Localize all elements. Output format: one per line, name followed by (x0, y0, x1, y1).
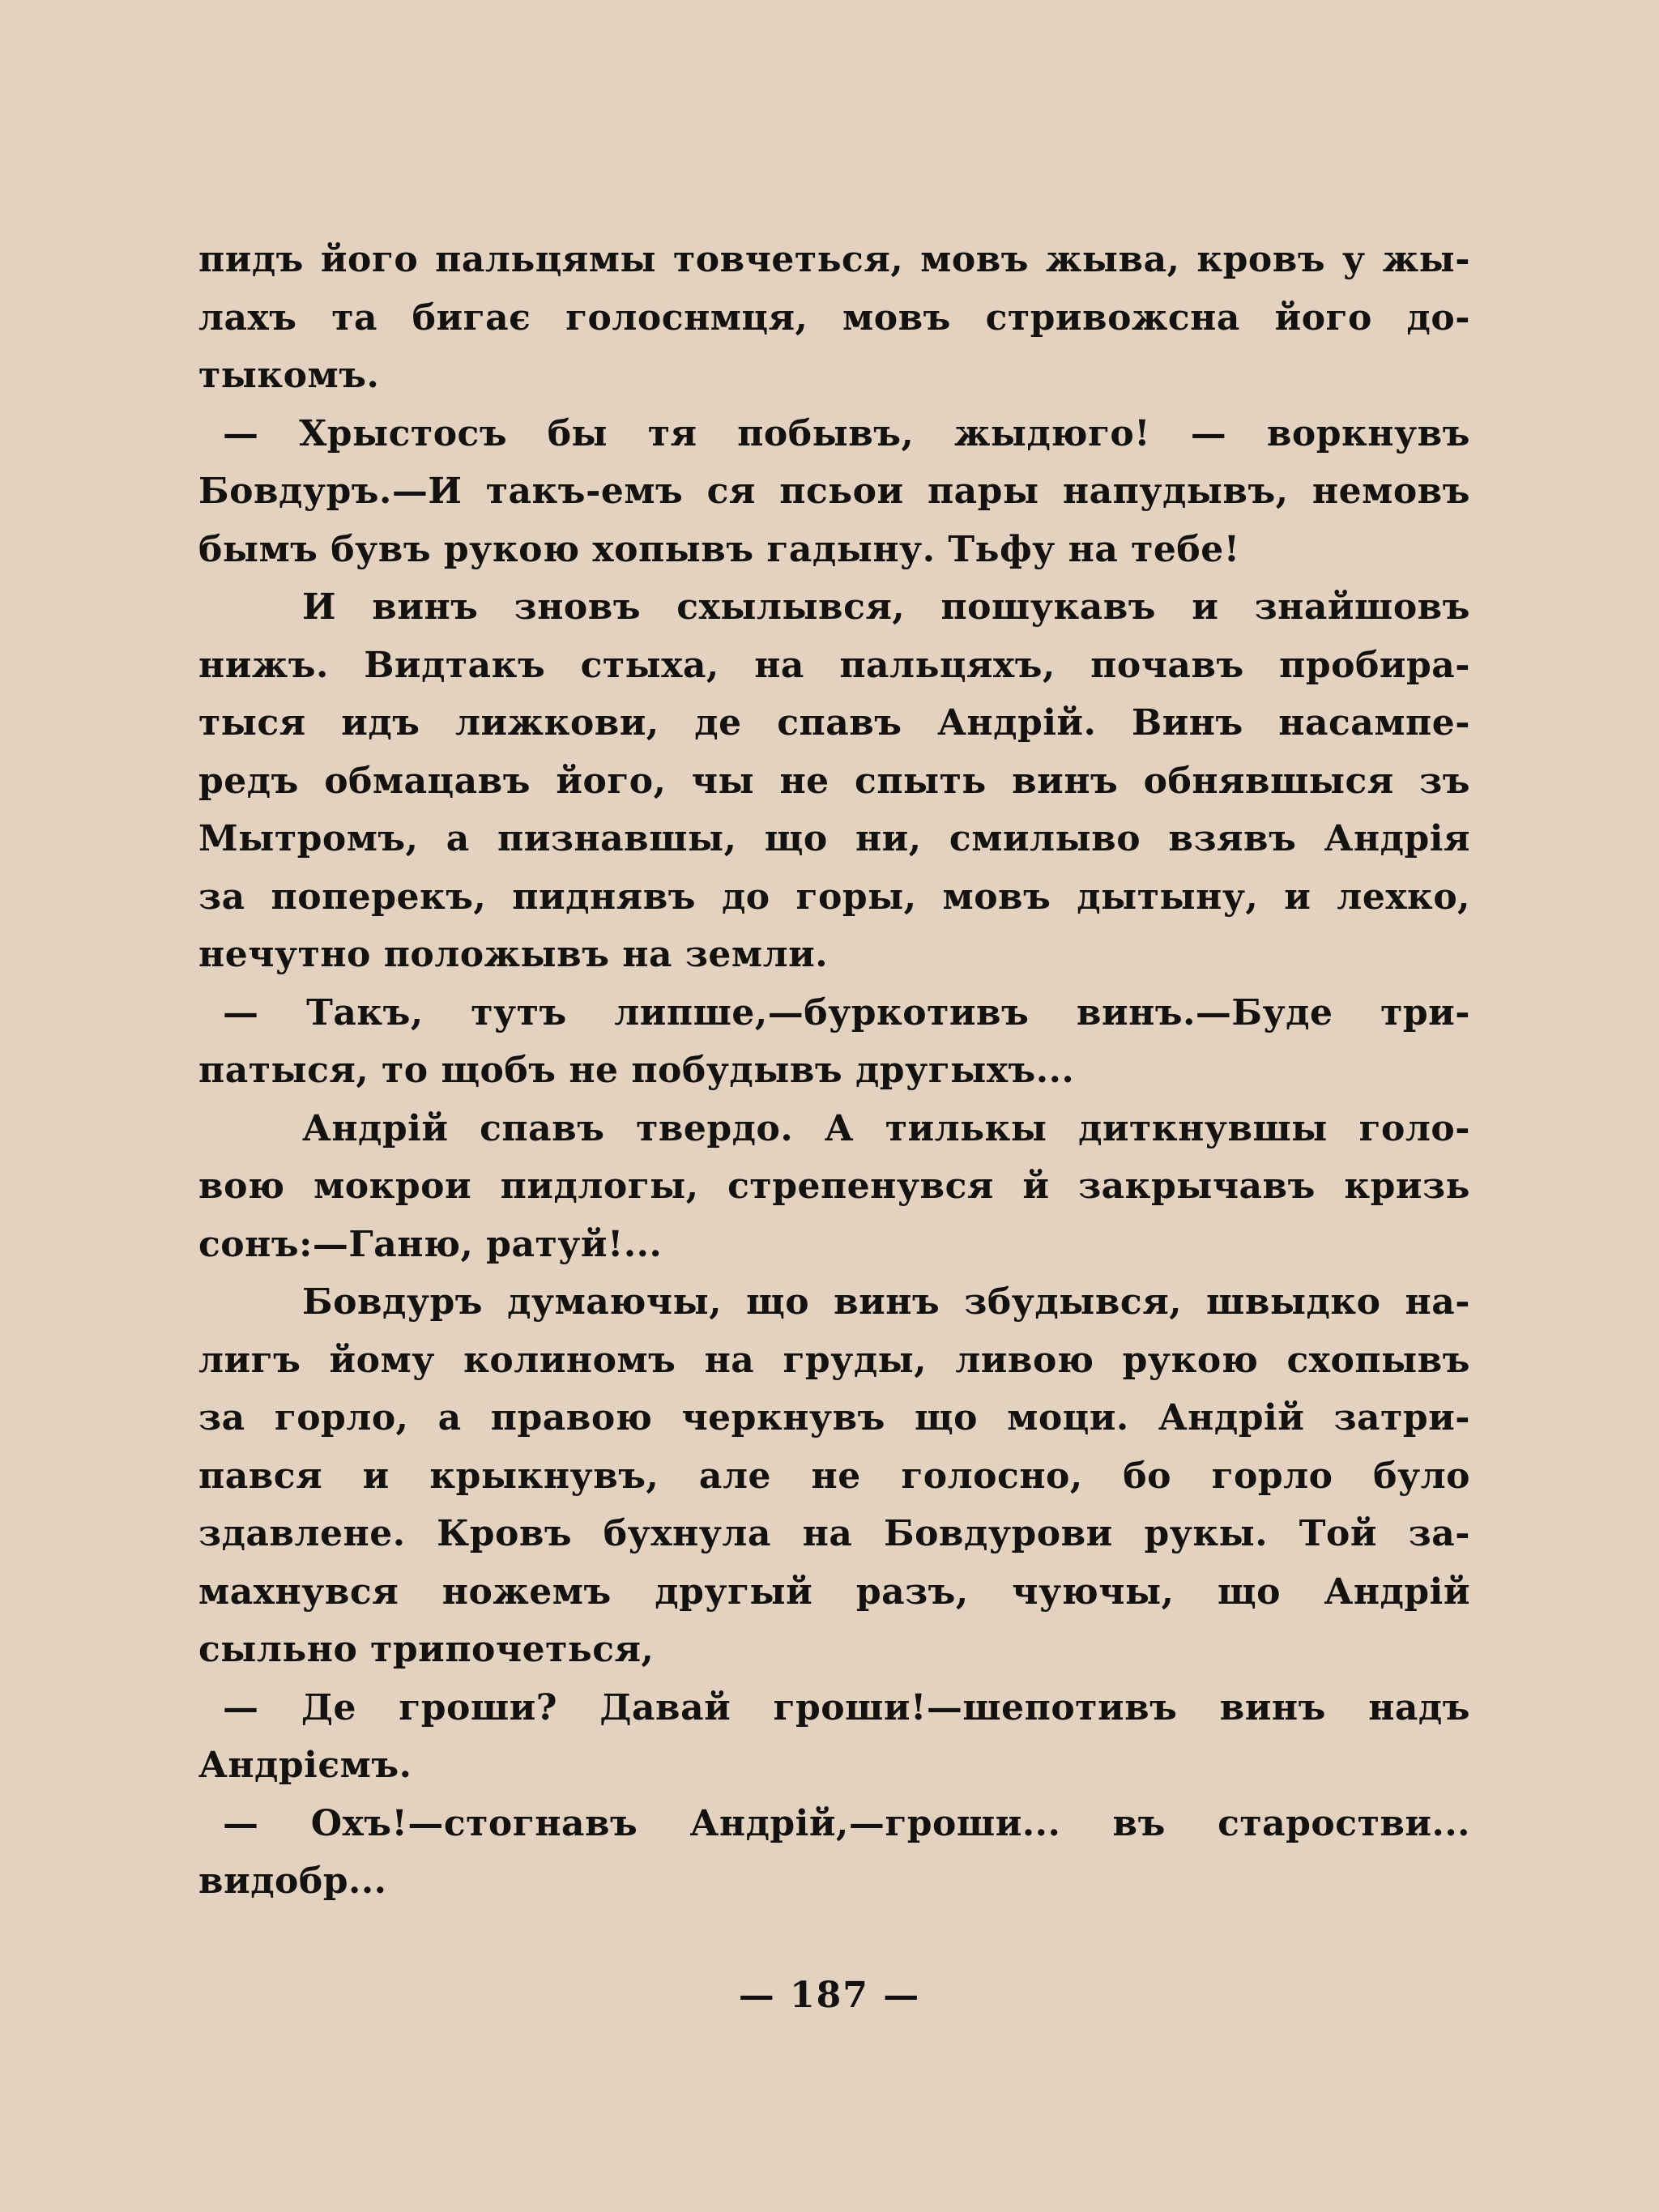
text-line: — Такъ, тутъ липше,—буркотивъ винъ.—Буде три- (223, 991, 1470, 1034)
text-line: пидъ його пальцямы товчеться, мовъ жыва, кровъ у жы- (198, 239, 1470, 280)
text-line: нижъ. Видтакъ стыха, на пальцяхъ, почавъ пробира- (198, 644, 1470, 686)
text-line: — Охъ!—стогнавъ Андрій,—гроши... въ старостви... (223, 1802, 1470, 1844)
text-line: — Хрыстосъ бы тя побывъ, жыдюго! — воркнувъ (223, 412, 1470, 454)
text-line: редъ обмацавъ його, чы не спыть винъ обнявшыся зъ (198, 760, 1470, 802)
text-line: Мытромъ, а пизнавшы, що ни, смилыво взявъ Андрія (198, 818, 1470, 859)
text-line: Бовдуръ.—И такъ-емъ ся псьои пары напудывъ, немовъ (198, 471, 1470, 512)
text-line: махнувся ножемъ другый разъ, чуючы, що Андрій (198, 1571, 1470, 1613)
text-line: тыкомъ. (198, 355, 380, 396)
text-line: Андріємъ. (198, 1745, 412, 1786)
text-line: И винъ зновъ схылывся, пошукавъ и знайшовъ (302, 586, 1470, 628)
text-line: тыся идъ лижкови, де спавъ Андрій. Винъ насампе- (198, 702, 1470, 744)
body-text (198, 239, 1470, 1919)
text-line: сыльно трипочеться, (198, 1629, 655, 1670)
text-line: пався и крыкнувъ, але не голосно, бо горло було (198, 1455, 1470, 1497)
text-line: вою мокрои пидлогы, стрепенувся й закрычавъ кризь (198, 1166, 1470, 1207)
text-line: за поперекъ, пиднявъ до горы, мовъ дытыну, и лехко, (198, 876, 1470, 918)
page-number: — 187 — (738, 1975, 921, 2016)
text-line: — Де гроши? Давай гроши!—шепотивъ винъ надъ (223, 1686, 1470, 1728)
text-line: лахъ та бигає голоснмця, мовъ стривожсна його до- (198, 296, 1470, 339)
text-line: бымъ бувъ рукою хопывъ гадыну. Тьфу на тебе! (198, 528, 1240, 570)
text-line: Бовдуръ думаючы, що винъ збудывся, швыдко на- (302, 1281, 1470, 1323)
text-line: сонъ:—Ганю, ратуй!... (198, 1223, 663, 1265)
text-line: лигъ йому колиномъ на груды, ливою рукою схопывъ (198, 1339, 1470, 1381)
text-line: Андрій спавъ твердо. А тилькы диткнувшы голо- (302, 1107, 1470, 1149)
text-line: нечутно положывъ на земли. (198, 934, 829, 975)
text-line: патыся, то щобъ не побудывъ другыхъ... (198, 1050, 1075, 1091)
text-line: видобр... (198, 1860, 387, 1902)
text-line: за горло, а правою черкнувъ що моци. Андрій затри- (198, 1397, 1470, 1438)
text-line: здавлене. Кровъ бухнула на Бовдурови рукы. Той за- (198, 1513, 1470, 1554)
